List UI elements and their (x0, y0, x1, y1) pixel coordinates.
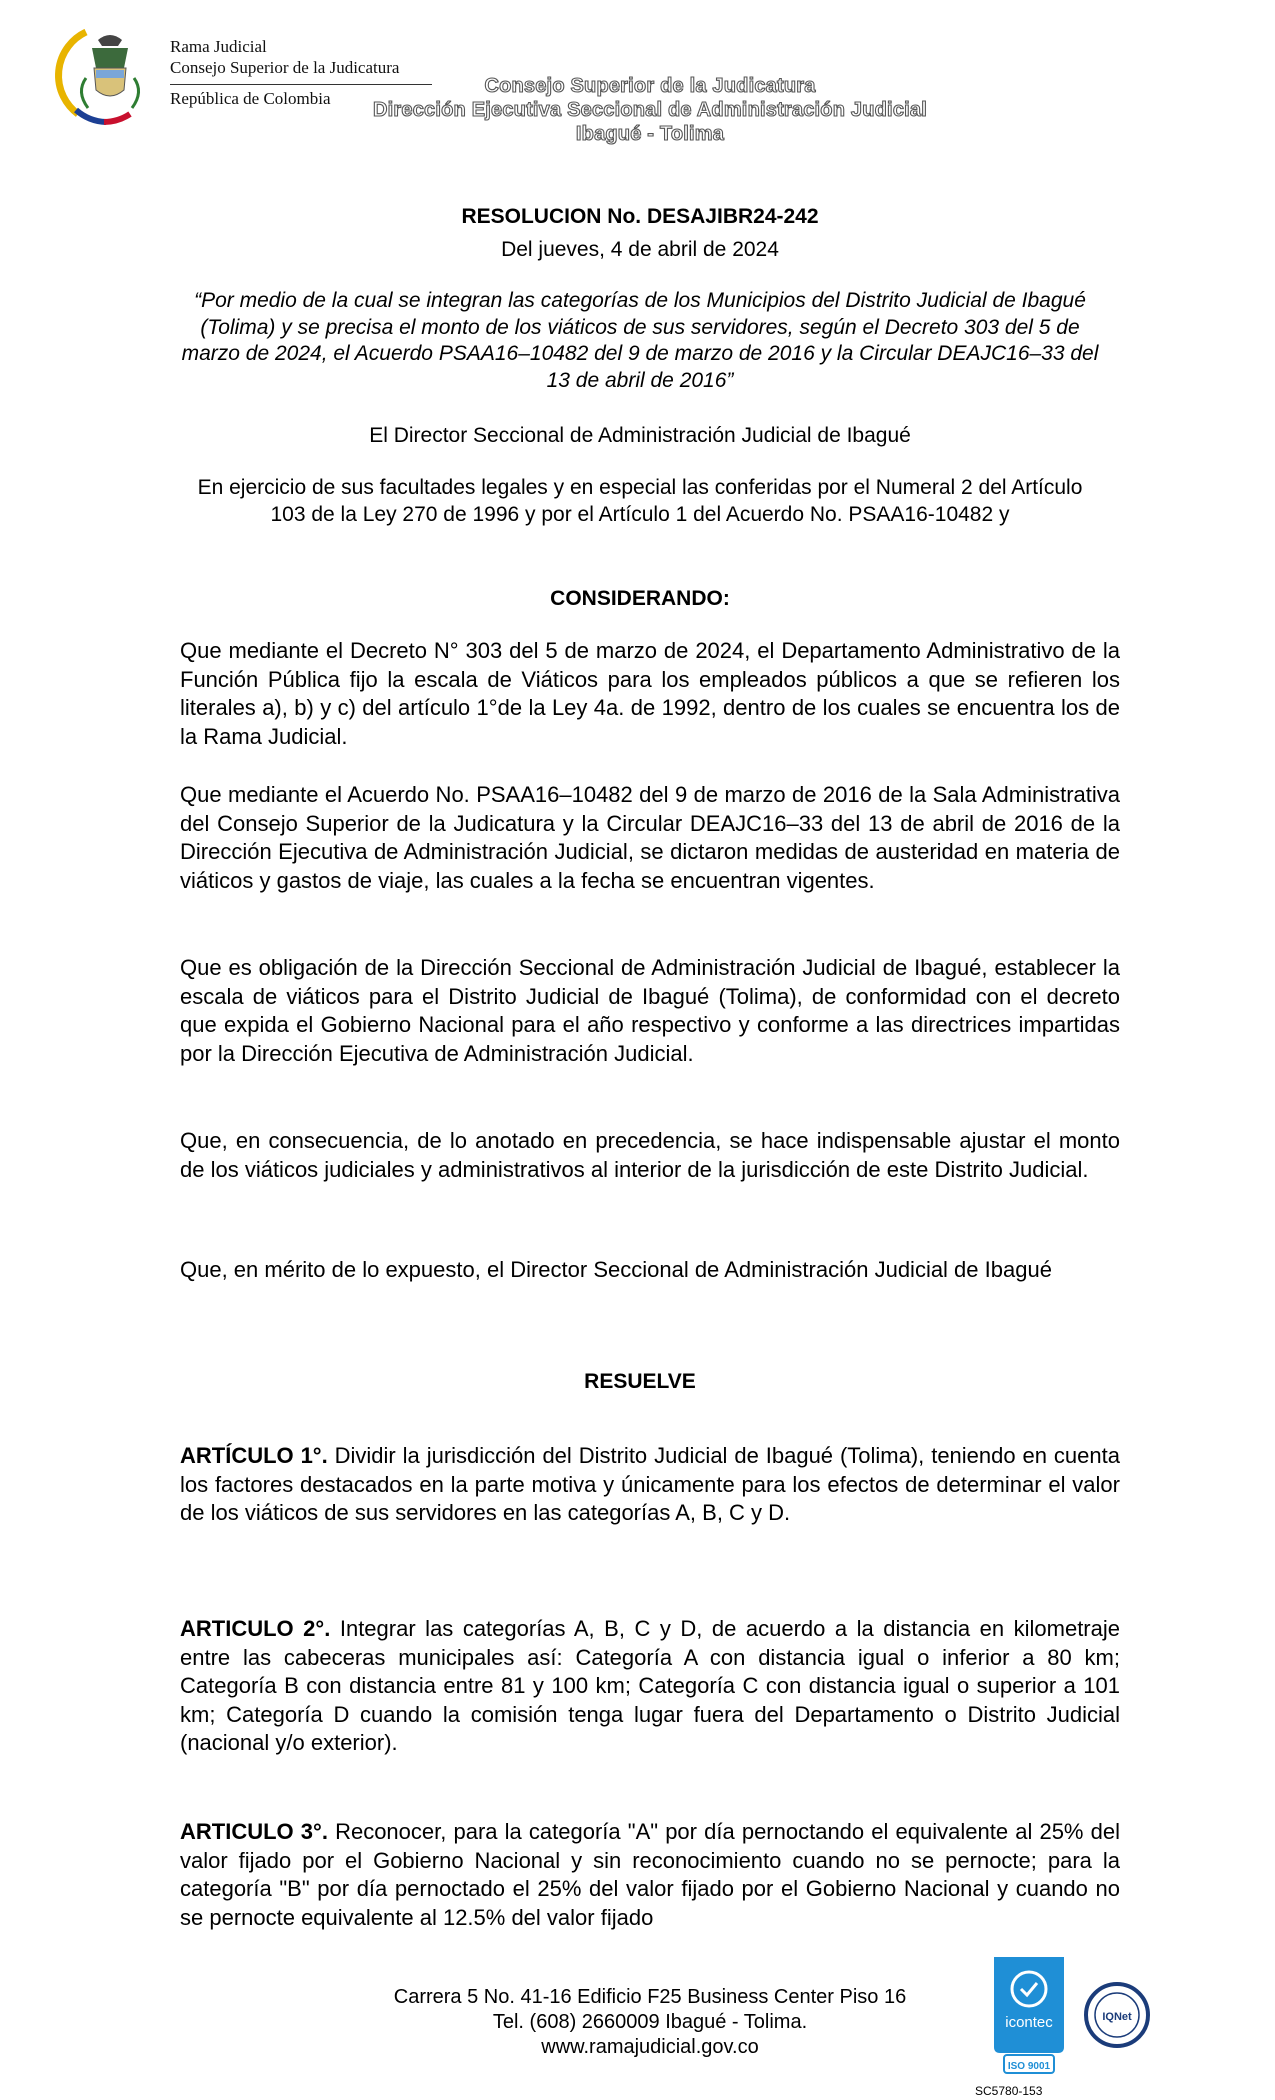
article-3 (180, 1818, 1120, 1932)
considerando-paragraph-3: Que es obligación de la Dirección Seccional de Administración Judicial de Ibagué, establecer la escala de viáticos para el Distrito Judicial de Ibagué (Tolima), de conformidad con el decreto que expida el Gobierno Nacional para el año respectivo y conforme a las directrices impartidas por la Dirección Ejecutiva de Administración Judicial. (180, 955, 1120, 1066)
institution-line-1: Rama Judicial (170, 37, 267, 56)
country-name: República de Colombia (170, 89, 331, 108)
resolution-date: Del jueves, 4 de abril de 2024 (501, 238, 779, 261)
footer-phone: Tel. (608) 2660009 Ibagué - Tolima. (492, 2011, 808, 2033)
director-line: El Director Seccional de Administración Judicial de Ibagué (369, 424, 911, 447)
footer-address: Carrera 5 No. 41-16 Edificio F25 Business Center Piso 16 (393, 1986, 907, 2008)
resolution-subject: “Por medio de la cual se integran las categorías de los Municipios del Distrito Judicial de Ibagué (Tolima) y se precisa el monto de los viáticos de sus servidores, según el Decreto 303 del 5 de marzo de 2024, el Acuerdo PSAA16–10482 del 9 de marzo de 2016 y la Circular DEAJC16–33 del 13 de abril de 2016” (181, 289, 1099, 392)
legal-powers: En ejercicio de sus facultades legales y en especial las conferidas por el Numeral 2 del Artículo 103 de la Ley 270 de 1996 y por el Artículo 1 del Acuerdo No. PSAA16-10482 y (197, 476, 1083, 526)
icontec-brand-text: icontec (1005, 2014, 1053, 2031)
considerando-heading: CONSIDERANDO: (550, 587, 730, 610)
certificate-code: SC5780-153 (975, 2084, 1043, 2098)
office-title-line-2: Dirección Ejecutiva Seccional de Administración Judicial (373, 99, 927, 121)
icontec-certification-logo (986, 1955, 1072, 2079)
article-1 (180, 1442, 1120, 1528)
considerando-paragraph-4: Que, en consecuencia, de lo anotado en precedencia, se hace indispensable ajustar el monto de los viáticos judiciales y administrativos al interior de la jurisdicción de este Distrito Judicial. (180, 1128, 1120, 1182)
office-title (350, 74, 950, 146)
iso-standard-text: ISO 9001 (1007, 2061, 1051, 2072)
article-1-text: Dividir la jurisdicción del Distrito Judicial de Ibagué (Tolima), teniendo en cuenta los factores destacados en la parte motiva y únicamente para los efectos de determinar el valor de los viáticos de sus servidores en las categorías A, B, C y D. (180, 1443, 1120, 1526)
article-3-text: Reconocer, para la categoría "A" por día pernoctando el equivalente al 25% del valor fijado por el Gobierno Nacional y sin reconocimiento cuando no se pernocte; para la categoría "B" por día pernoctado el 25% del valor fijado por el Gobierno Nacional y cuando no se pernocte equivalente al 12.5% del valor fijado (180, 1819, 1120, 1930)
article-2 (180, 1615, 1120, 1758)
article-2-text: Integrar las categorías A, B, C y D, de acuerdo a la distancia en kilometraje entre las cabeceras municipales así: Categoría A con distancia igual o inferior a 80 km; Categoría B con distancia entre 81 y 100 km; Categoría C con distancia igual o superior a 101 km; Categoría D cuando la comisión tenga lugar fuera del Departamento o Distrito Judicial (nacional y/o exterior). (180, 1616, 1120, 1756)
footer-contact (330, 1985, 970, 2060)
office-title-line-3: Ibagué - Tolima (575, 123, 725, 145)
article-2-label: ARTICULO 2°. (180, 1616, 331, 1641)
considerando-paragraph-1: Que mediante el Decreto N° 303 del 5 de marzo de 2024, el Departamento Administrativo de la Función Pública fijo la escala de Viáticos para los empleados públicos a que se refieren los literales a), b) y c) del artículo 1°de la Ley 4a. de 1992, dentro de los cuales se encuentra los de la Rama Judicial. (180, 638, 1120, 749)
institution-name (170, 36, 399, 78)
considerando-paragraph-2: Que mediante el Acuerdo No. PSAA16–10482 del 9 de marzo de 2016 de la Sala Administrativa del Consejo Superior de la Judicatura y la Circular DEAJC16–33 del 13 de abril de 2016 de la Dirección Ejecutiva de Administración Judicial, se dictaron medidas de austeridad en materia de viáticos y gastos de viaje, las cuales a la fecha se encuentran vigentes. (180, 782, 1120, 893)
iqnet-certification-logo (1082, 1980, 1152, 2050)
institution-line-2: Consejo Superior de la Judicatura (170, 58, 400, 77)
resolution-number: RESOLUCION No. DESAJIBR24-242 (461, 205, 819, 228)
footer-website[interactable]: www.ramajudicial.gov.co (541, 2036, 759, 2058)
considerando-paragraph-5: Que, en mérito de lo expuesto, el Director Seccional de Administración Judicial de Ibagué (180, 1257, 1052, 1282)
colombia-coat-of-arms-logo (46, 18, 166, 128)
iqnet-text: IQNet (1102, 2011, 1132, 2023)
office-title-line-1: Consejo Superior de la Judicatura (484, 75, 816, 97)
resuelve-heading: RESUELVE (584, 1370, 696, 1393)
article-3-label: ARTICULO 3°. (180, 1819, 328, 1844)
article-1-label: ARTÍCULO 1°. (180, 1443, 328, 1468)
